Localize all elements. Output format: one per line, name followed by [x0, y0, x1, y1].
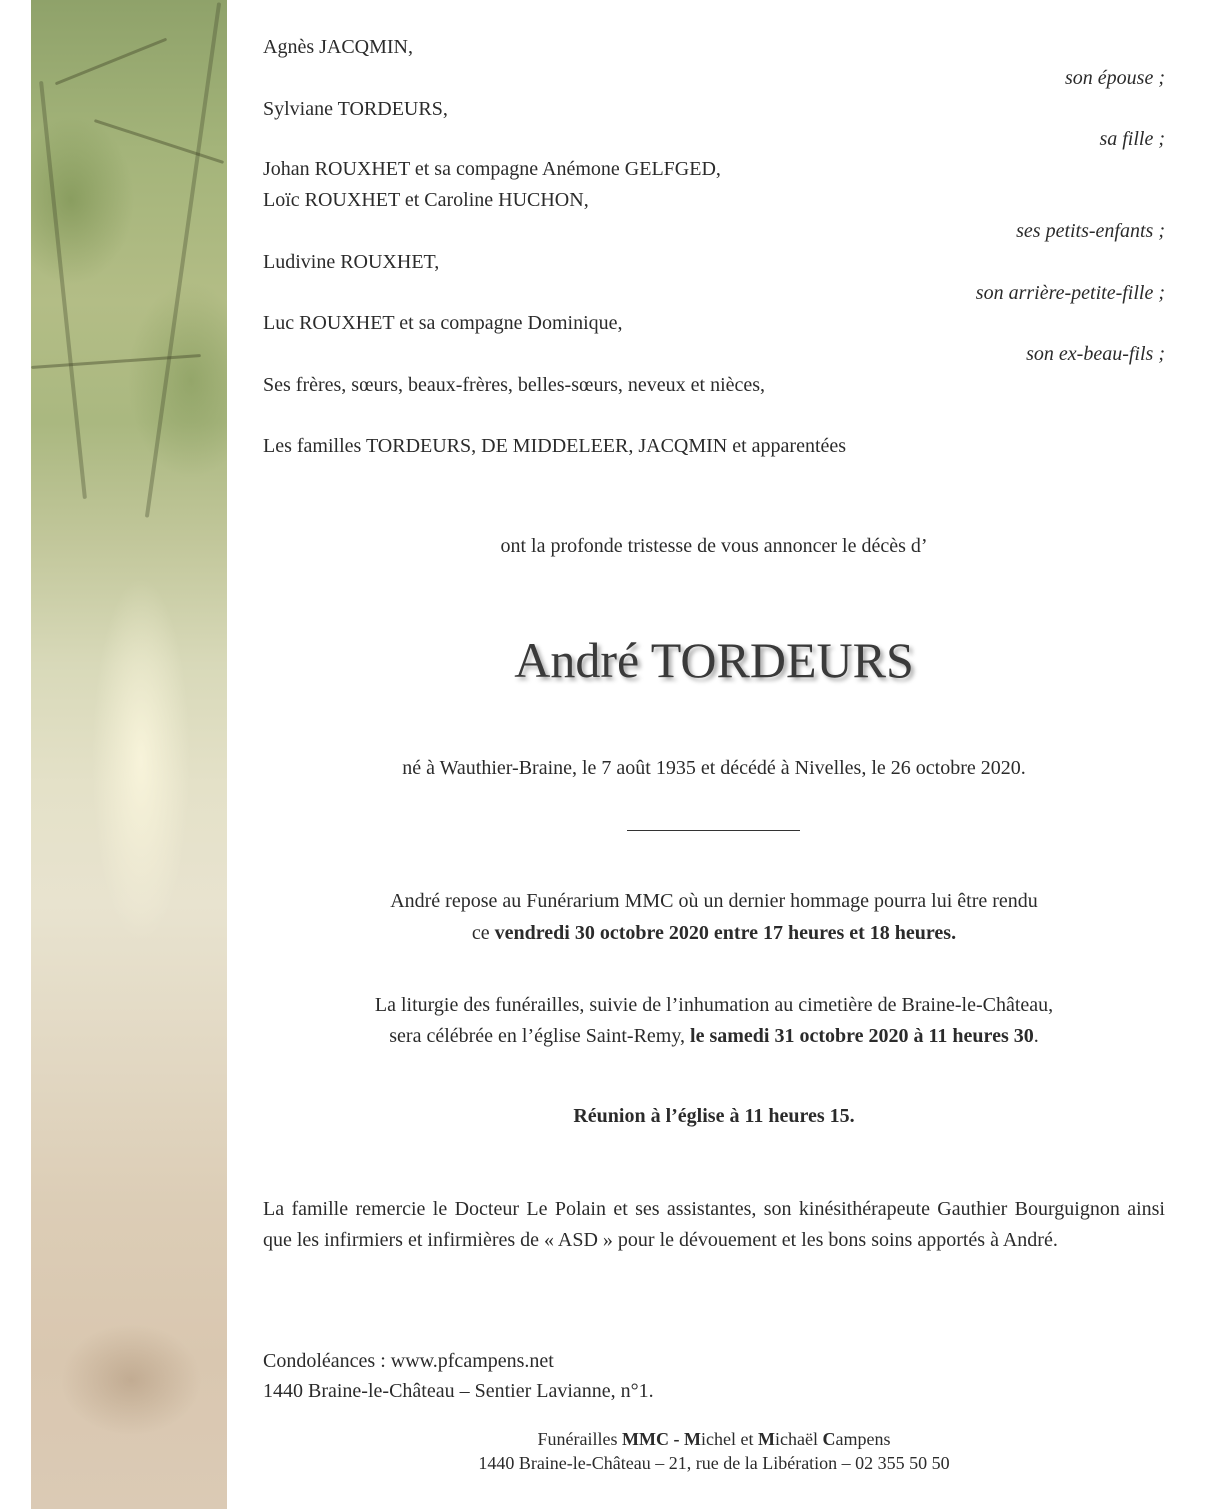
family-relation: sa fille ;	[1099, 128, 1165, 150]
liturgy-line-2: sera célébrée en l’église Saint-Remy, le samedi 31 octobre 2020 à 11 heures 30.	[389, 1025, 1039, 1047]
liturgy-line-1: La liturgie des funérailles, suivie de l’inhumation au cimetière de Braine-le-Château,	[374, 994, 1054, 1016]
thanks-paragraph: La famille remercie le Docteur Le Polain et ses assistantes, son kinésithérapeute Gauthier Bourguignon ainsi que les infirmiers et infirmières de « ASD » pour le dévouement et les bons soins apportés à André.	[263, 1198, 1165, 1251]
family-name-line: Johan ROUXHET et sa compagne Anémone GELFGED,	[263, 158, 721, 180]
viewing-time: vendredi 30 octobre 2020 entre 17 heures et 18 heures.	[494, 922, 957, 944]
family-relation: ses petits-enfants ;	[1016, 220, 1165, 242]
deceased-name: André TORDEURS	[514, 632, 914, 688]
birth-death-dates: né à Wauthier-Braine, le 7 août 1935 et décédé à Nivelles, le 26 octobre 2020.	[402, 757, 1026, 779]
family-name-line: Luc ROUXHET et sa compagne Dominique,	[263, 312, 623, 334]
forest-path-image	[31, 0, 227, 1509]
condolences-address: 1440 Braine-le-Château – Sentier Lavianne, n°1.	[263, 1380, 654, 1402]
funeral-home-address: 1440 Braine-le-Château – 21, rue de la Libération – 02 355 50 50	[478, 1453, 950, 1473]
family-name-line: Ses frères, sœurs, beaux-frères, belles-sœurs, neveux et nièces,	[263, 374, 766, 396]
family-name-line: Loïc ROUXHET et Caroline HUCHON,	[263, 189, 589, 211]
viewing-line-2: ce vendredi 30 octobre 2020 entre 17 heures et 18 heures.	[471, 922, 957, 944]
family-relation: son épouse ;	[1065, 67, 1165, 89]
family-relation: son ex-beau-fils ;	[1026, 343, 1165, 365]
family-name-line: Ludivine ROUXHET,	[263, 251, 440, 273]
announcement: ont la profonde tristesse de vous annoncer le décès d’	[500, 535, 928, 557]
family-name-line: Les familles TORDEURS, DE MIDDELEER, JACQMIN et apparentées	[263, 435, 847, 457]
meeting-time: Réunion à l’église à 11 heures 15.	[573, 1105, 855, 1127]
separator-line	[627, 830, 800, 831]
family-name-line: Sylviane TORDEURS,	[263, 98, 448, 120]
family-name-line: Agnès JACQMIN,	[263, 36, 413, 58]
condolences-line: Condoléances : www.pfcampens.net	[263, 1350, 554, 1372]
family-relation: son arrière-petite-fille ;	[975, 282, 1165, 304]
funeral-home-name: Funérailles MMC - Michel et Michaël Campens	[537, 1429, 891, 1449]
viewing-line-1: André repose au Funérarium MMC où un dernier hommage pourra lui être rendu	[390, 890, 1038, 912]
liturgy-time: le samedi 31 octobre 2020 à 11 heures 30	[690, 1025, 1034, 1047]
